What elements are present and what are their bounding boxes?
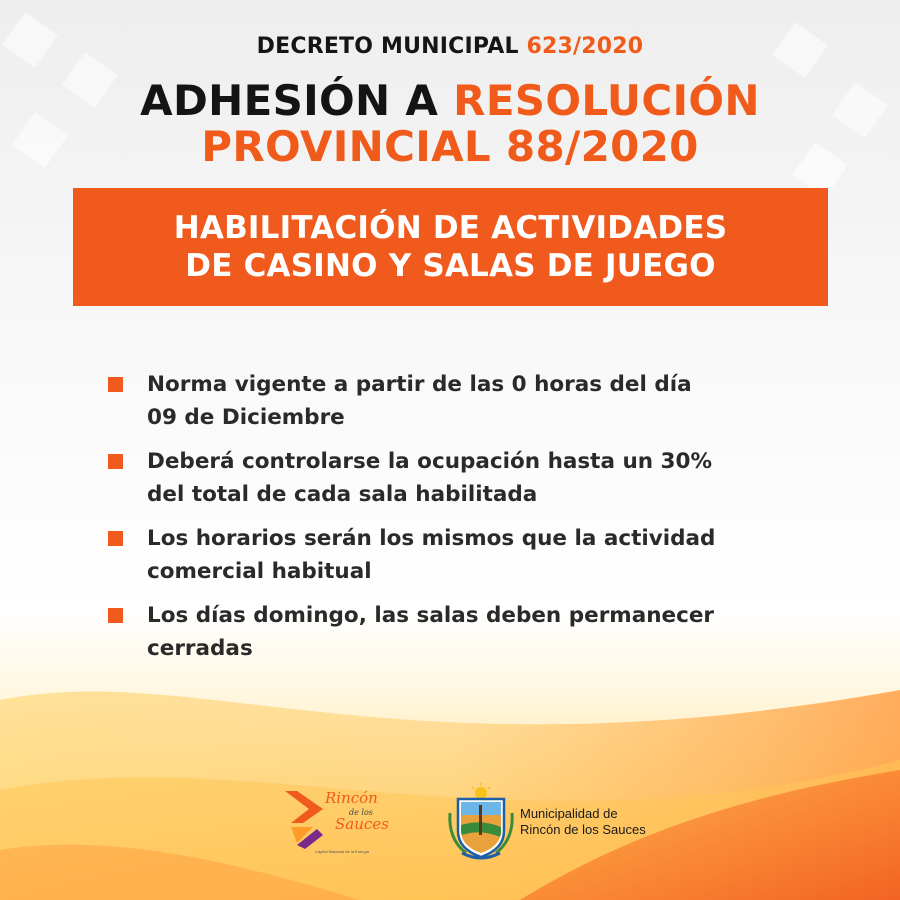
list-item-line-2: cerradas — [147, 636, 253, 661]
list-item-line-1: Los horarios serán los mismos que la actividad — [147, 526, 716, 551]
list-item — [108, 599, 828, 665]
list-item-line-2: del total de cada sala habilitada — [147, 482, 538, 507]
list-item — [108, 522, 828, 588]
decree-title — [0, 34, 900, 59]
list-item-line-1: Los días domingo, las salas deben permanecer — [147, 603, 715, 628]
banner-line-1: HABILITACIÓN DE ACTIVIDADES — [173, 210, 728, 246]
chevron-arrows-icon — [285, 791, 323, 849]
logo-word-rincon: Rincón — [325, 789, 378, 807]
list-item-text — [147, 599, 714, 665]
bullet-square-icon — [108, 531, 123, 546]
list-item-text — [147, 522, 715, 588]
decree-label: DECRETO MUNICIPAL — [256, 34, 519, 59]
municipal-shield-icon — [446, 783, 516, 863]
municipality-name — [520, 806, 720, 838]
list-item-text — [147, 445, 712, 511]
list-item-line-2: 09 de Diciembre — [147, 405, 345, 430]
rincon-de-los-sauces-logo — [283, 783, 403, 863]
bullet-list — [108, 368, 828, 676]
list-item-line-2: comercial habitual — [147, 559, 372, 584]
headline-line-2: PROVINCIAL 88/2020 — [201, 122, 699, 171]
topic-banner — [73, 188, 828, 306]
municipality-line-1: Municipalidad de — [520, 806, 618, 821]
banner-line-2: DE CASINO Y SALAS DE JUEGO — [185, 248, 716, 284]
logo-word-de-los: de los — [349, 808, 373, 817]
list-item-line-1: Norma vigente a partir de las 0 horas del día — [147, 372, 692, 397]
bullet-square-icon — [108, 608, 123, 623]
list-item — [108, 445, 828, 511]
decree-number: 623/2020 — [526, 34, 644, 59]
list-item-line-1: Deberá controlarse la ocupación hasta un 30% — [147, 449, 713, 474]
headline — [0, 78, 900, 170]
bullet-square-icon — [108, 377, 123, 392]
municipality-line-2: Rincón de los Sauces — [520, 822, 646, 837]
logo-tagline: Capital Nacional de la Energía — [315, 849, 370, 854]
headline-part-1: ADHESIÓN A — [140, 76, 439, 125]
list-item-text — [147, 368, 692, 434]
bullet-square-icon — [108, 454, 123, 469]
headline-line-1 — [0, 78, 900, 124]
headline-part-2: RESOLUCIÓN — [453, 76, 760, 125]
list-item — [108, 368, 828, 434]
logo-word-sauces: Sauces — [335, 815, 389, 833]
